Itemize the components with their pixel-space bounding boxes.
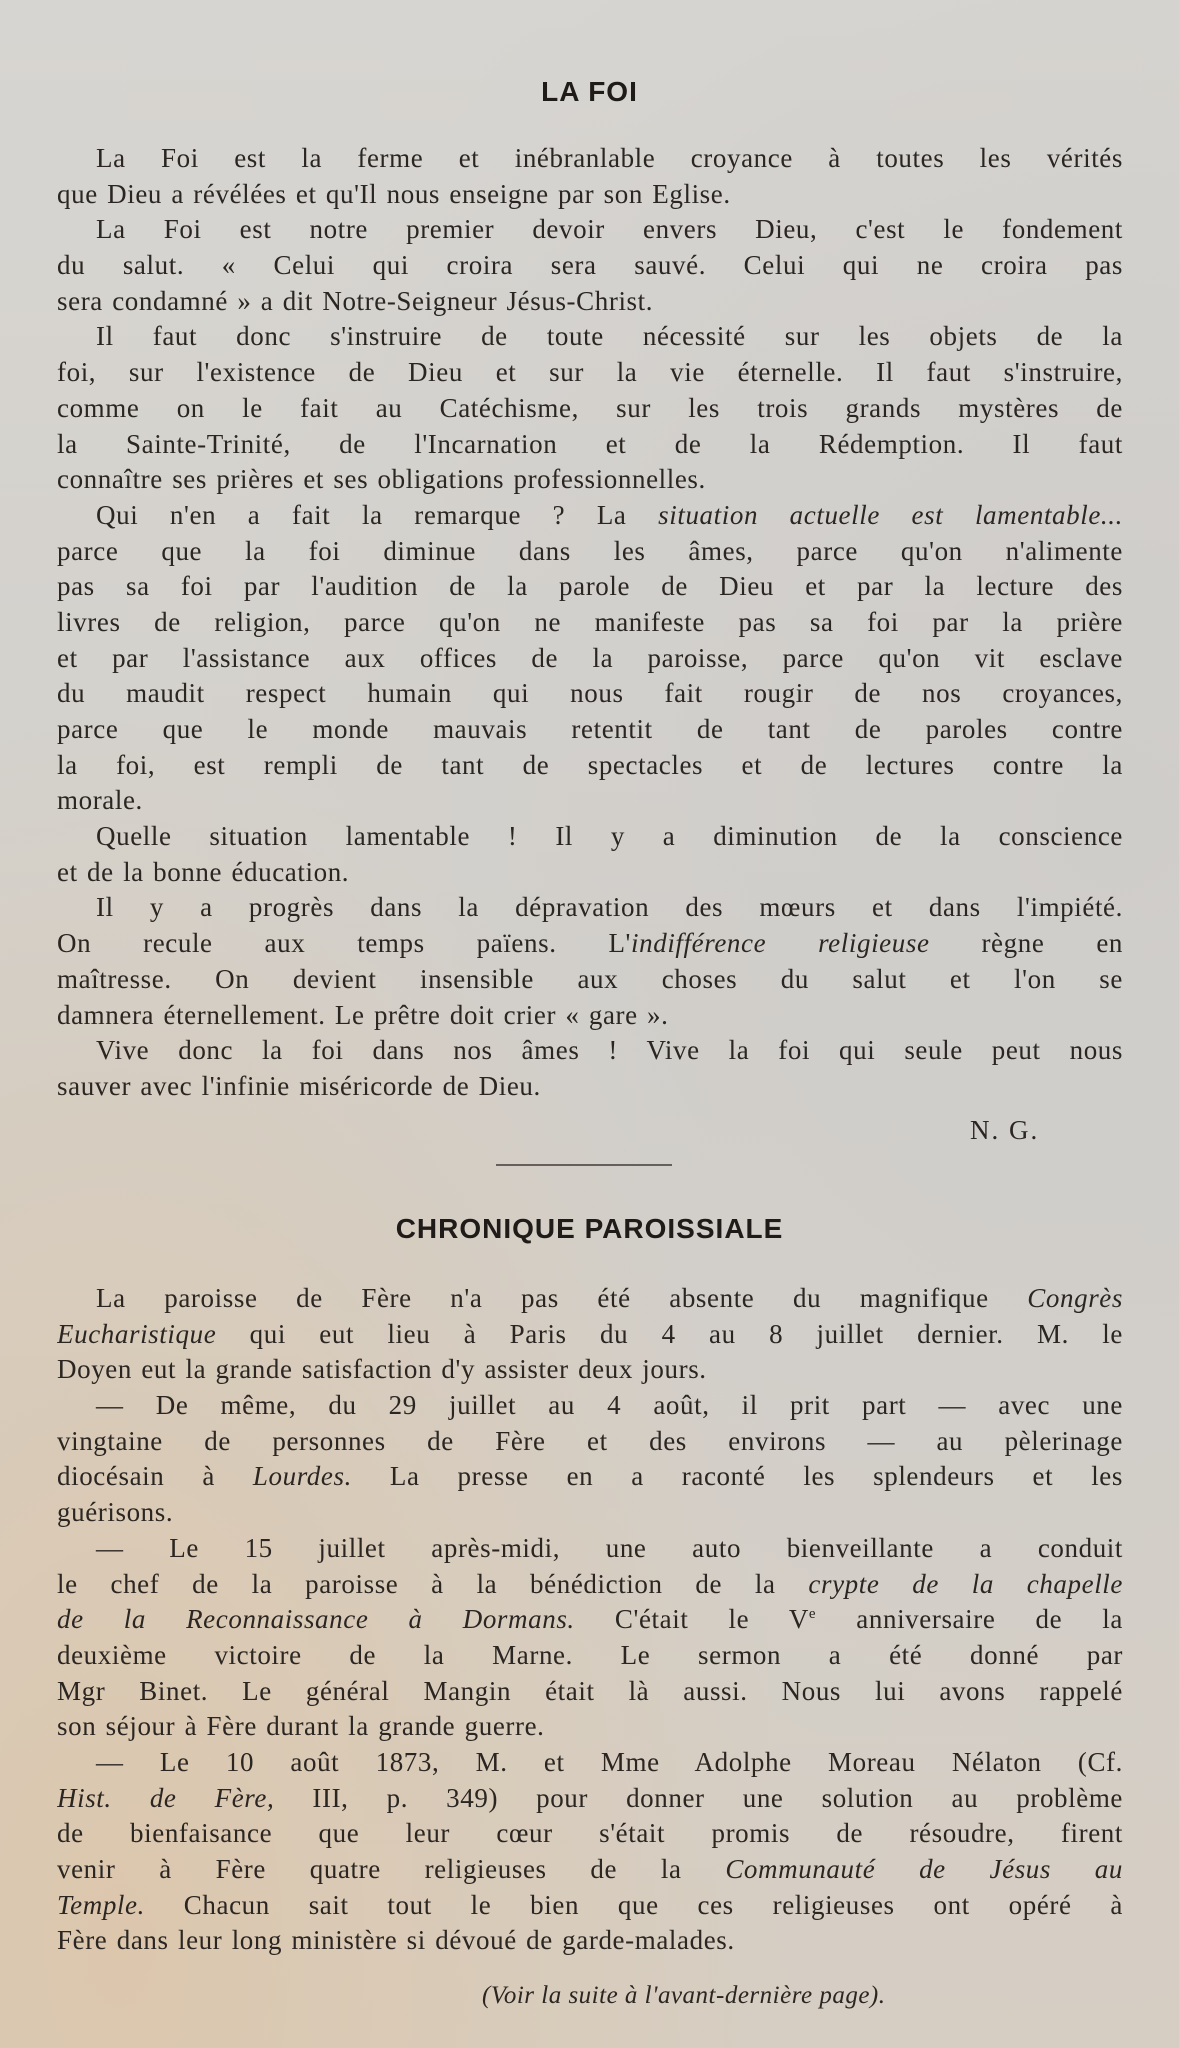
text-segment: Quelle situation lamentable ! Il y a diminution de la conscience (96, 821, 1123, 852)
text-segment: — Le 10 août 1873, M. et Mme Adolphe Moreau Nélaton (Cf. (96, 1746, 1123, 1777)
text-segment: Il faut donc s'instruire de toute nécessité sur les objets de la (96, 321, 1123, 352)
text-line (57, 284, 1123, 320)
text-line (57, 1495, 1123, 1531)
signature: N. G. (970, 1115, 1040, 1145)
text-line (57, 962, 1123, 998)
text-segment: la Sainte-Trinité, de l'Incarnation et de la Rédemption. Il faut (57, 428, 1123, 459)
text-segment: maîtresse. On devient insensible aux choses du salut et l'on se (57, 963, 1123, 994)
text-line (57, 1602, 1123, 1638)
text-segment: parce que le monde mauvais retentit de tant de paroles contre (57, 714, 1123, 744)
text-segment: La Foi est notre premier devoir envers Dieu, c'est le fondement (96, 214, 1123, 245)
italic-text: Communauté de Jésus au (725, 1854, 1123, 1884)
text-segment: La paroisse de Fère n'a pas été absente du magnifique (96, 1283, 1028, 1313)
text-line (57, 212, 1123, 248)
article-la-foi-body (57, 141, 1123, 1105)
text-line (57, 1709, 1123, 1745)
text-line (57, 641, 1123, 677)
text-line (57, 498, 1123, 534)
text-segment: vingtaine de personnes de Fère et des environs — au pèlerinage (57, 1425, 1123, 1456)
text-segment: règne en (929, 928, 1123, 959)
text-line (57, 1638, 1123, 1674)
text-line (57, 1888, 1123, 1924)
text-line (57, 248, 1123, 284)
italic-text: situation actuelle est lamentable... (658, 499, 1123, 530)
text-line (57, 605, 1123, 641)
text-segment: Doyen eut la grande satisfaction d'y assister deux jours. (57, 1354, 707, 1385)
text-segment: de bienfaisance que leur cœur s'était promis de résoudre, firent (57, 1818, 1123, 1849)
text-segment: Chacun sait tout le bien que ces religieuses ont opéré à (144, 1889, 1123, 1920)
text-line (57, 1317, 1123, 1353)
italic-text: crypte de la chapelle (808, 1568, 1123, 1599)
text-segment: deuxième victoire de la Marne. Le sermon a été donné par (57, 1639, 1123, 1670)
paragraph (57, 1388, 1123, 1531)
text-line (57, 890, 1123, 926)
text-line (57, 1852, 1123, 1888)
text-line (57, 534, 1123, 570)
text-line (57, 319, 1123, 355)
text-line (57, 1424, 1123, 1460)
text-line (57, 1352, 1123, 1388)
text-segment: du salut. « Celui qui croira sera sauvé. Celui qui ne croira pas (57, 250, 1123, 281)
paragraph (57, 819, 1123, 890)
text-line (57, 819, 1123, 855)
text-line (57, 355, 1123, 391)
article-title-la-foi: LA FOI (541, 76, 638, 107)
text-line (57, 1531, 1123, 1567)
text-line (57, 141, 1123, 177)
text-segment: sera condamné » a dit Notre-Seigneur Jésus-Christ. (57, 285, 654, 316)
text-line (57, 1459, 1123, 1495)
text-segment: Vive donc la foi dans nos âmes ! Vive la foi qui seule peut nous (96, 1035, 1123, 1066)
text-segment: venir à Fère quatre religieuses de la (57, 1854, 726, 1884)
text-line (57, 569, 1123, 605)
text-segment: La presse en a raconté les splendeurs et les (351, 1461, 1123, 1492)
text-line (57, 1781, 1123, 1817)
italic-text: Hist. de Fère, (57, 1782, 275, 1813)
paragraph (57, 1745, 1123, 1959)
text-line (57, 1745, 1123, 1781)
text-segment: morale. (57, 785, 143, 816)
text-segment: guérisons. (57, 1497, 174, 1528)
text-line (57, 783, 1123, 819)
text-line (57, 1816, 1123, 1852)
text-line (57, 748, 1123, 784)
italic-text: Eucharistique (57, 1318, 217, 1349)
text-segment: parce que la foi diminue dans les âmes, parce qu'on n'alimente (57, 535, 1123, 566)
text-segment: et de la bonne éducation. (57, 856, 350, 887)
text-line (57, 676, 1123, 712)
text-line (57, 391, 1123, 427)
text-segment: — Le 15 juillet après-midi, une auto bienveillante a conduit (96, 1532, 1123, 1563)
italic-text: indifférence religieuse (631, 928, 930, 959)
text-line (57, 1567, 1123, 1603)
superscript: e (808, 1606, 817, 1623)
text-segment: damnera éternellement. Le prêtre doit crier « gare ». (57, 999, 669, 1030)
text-line (57, 926, 1123, 962)
text-segment: que Dieu a révélées et qu'Il nous enseigne par son Eglise. (57, 178, 731, 209)
text-line (57, 177, 1123, 213)
paragraph (57, 890, 1123, 1033)
paragraph (57, 1281, 1123, 1388)
text-line (57, 1674, 1123, 1710)
text-segment: On recule aux temps païens. L' (57, 928, 632, 959)
text-segment: Qui n'en a fait la remarque ? La (96, 499, 659, 530)
text-segment: du maudit respect humain qui nous fait rougir de nos croyances, (57, 678, 1123, 709)
text-line (57, 712, 1123, 748)
text-segment: III, p. 349) pour donner une solution au problème (274, 1782, 1123, 1813)
text-line (57, 998, 1123, 1034)
text-segment: sauver avec l'infinie miséricorde de Dieu. (57, 1070, 541, 1101)
paragraph (57, 212, 1123, 319)
text-segment: son séjour à Fère durant la grande guerre. (57, 1711, 545, 1742)
text-segment: Il y a progrès dans la dépravation des mœurs et dans l'impiété. (96, 892, 1123, 923)
paragraph (57, 141, 1123, 212)
paragraph (57, 319, 1123, 497)
italic-text: Congrès (1027, 1283, 1123, 1313)
paragraph (57, 1531, 1123, 1745)
italic-text: Lourdes. (252, 1461, 352, 1492)
text-segment: foi, sur l'existence de Dieu et sur la vie éternelle. Il faut s'instruire, (57, 357, 1123, 388)
text-segment: diocésain à (57, 1461, 253, 1492)
paragraph (57, 498, 1123, 819)
italic-text: Temple. (57, 1889, 145, 1920)
text-segment: comme on le fait au Catéchisme, sur les trois grands mystères de (57, 392, 1123, 423)
text-segment: qui eut lieu à Paris du 4 au 8 juillet dernier. M. le (216, 1318, 1123, 1349)
text-segment: C'était le V (574, 1604, 809, 1635)
italic-text: de la Reconnaissance à Dormans. (57, 1604, 575, 1635)
text-line (57, 427, 1123, 463)
text-segment: et par l'assistance aux offices de la paroisse, parce qu'on vit esclave (57, 642, 1123, 673)
text-line (57, 1033, 1123, 1069)
text-segment: livres de religion, parce qu'on ne manifeste pas sa foi par la prière (57, 606, 1123, 637)
text-segment: Fère dans leur long ministère si dévoué de garde-malades. (57, 1925, 735, 1956)
text-line (57, 1388, 1123, 1424)
text-segment: anniversaire de la (816, 1604, 1123, 1635)
text-segment: La Foi est la ferme et inébranlable croyance à toutes les vérités (96, 143, 1123, 173)
text-segment: — De même, du 29 juillet au 4 août, il prit part — avec une (96, 1390, 1123, 1421)
section-divider (496, 1164, 672, 1166)
text-segment: Mgr Binet. Le général Mangin était là aussi. Nous lui avons rappelé (57, 1675, 1123, 1706)
article-chronique-body (57, 1281, 1123, 1959)
text-line (57, 1281, 1123, 1317)
text-segment: pas sa foi par l'audition de la parole de Dieu et par la lecture des (57, 571, 1123, 602)
text-segment: la foi, est rempli de tant de spectacles et de lectures contre la (57, 749, 1123, 780)
text-segment: le chef de la paroisse à la bénédiction de la (57, 1568, 809, 1599)
continuation-note: (Voir la suite à l'avant-dernière page). (482, 1982, 886, 2009)
text-line (57, 462, 1123, 498)
text-segment: connaître ses prières et ses obligations professionnelles. (57, 464, 706, 495)
text-line (57, 1923, 1123, 1959)
text-line (57, 855, 1123, 891)
text-line (57, 1069, 1123, 1105)
paragraph (57, 1033, 1123, 1104)
article-title-chronique: CHRONIQUE PAROISSIALE (395, 1213, 784, 1244)
